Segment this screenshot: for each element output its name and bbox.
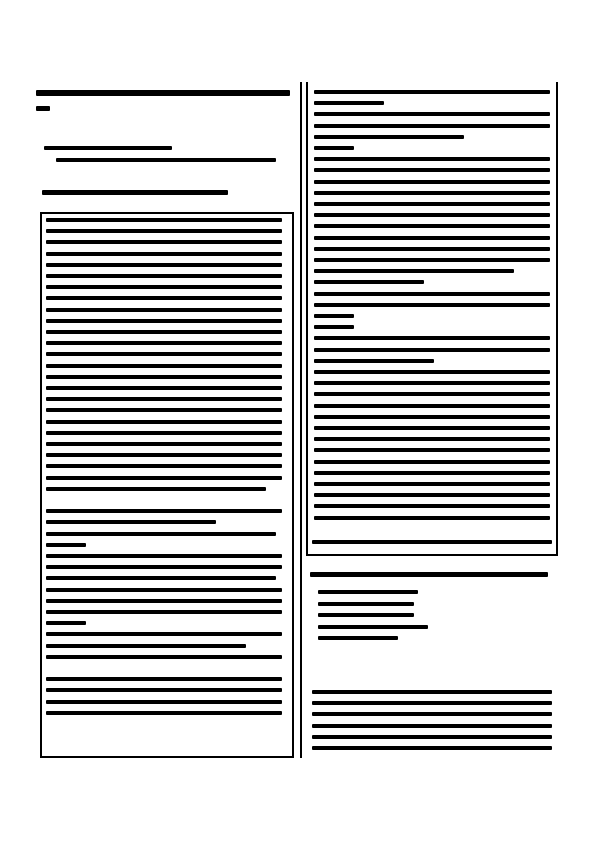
left-boxed-section: [40, 212, 294, 758]
text-line: [314, 236, 550, 240]
text-line: [314, 90, 550, 94]
text-line: [314, 146, 354, 150]
text-line: [46, 565, 282, 569]
text-line: [46, 375, 282, 379]
text-line: [46, 476, 282, 480]
text-line: [46, 431, 282, 435]
text-line: [314, 392, 550, 396]
text-line: [312, 701, 552, 705]
text-line: [314, 325, 354, 329]
text-line: [314, 135, 464, 139]
text-line: [314, 124, 550, 128]
text-line: [46, 644, 246, 648]
text-line: [314, 303, 550, 307]
text-line: [314, 191, 550, 195]
text-line: [46, 543, 86, 547]
text-line: [46, 700, 282, 704]
text-line: [314, 180, 550, 184]
text-line: [312, 724, 552, 728]
text-line: [46, 319, 282, 323]
list-item: [318, 590, 418, 594]
text-line: [46, 218, 282, 222]
text-line: [46, 397, 282, 401]
text-line: [46, 610, 282, 614]
column-divider: [300, 82, 302, 758]
text-line: [46, 240, 282, 244]
text-line: [314, 460, 550, 464]
text-line: [314, 415, 550, 419]
text-line: [314, 168, 550, 172]
text-line: [314, 437, 550, 441]
text-line: [46, 442, 282, 446]
text-line: [314, 202, 550, 206]
text-line: [46, 688, 282, 692]
text-line: [312, 746, 552, 750]
text-line: [314, 448, 550, 452]
text-line: [46, 621, 86, 625]
text-line: [46, 274, 282, 278]
text-line: [46, 632, 282, 636]
text-line: [314, 314, 354, 318]
text-line: [46, 408, 282, 412]
text-line: [46, 464, 282, 468]
text-line: [46, 252, 282, 256]
text-line: [46, 677, 282, 681]
text-line: [46, 330, 282, 334]
text-line: [46, 420, 282, 424]
list-item: [318, 602, 414, 606]
text-line: [314, 258, 550, 262]
text-line: [314, 224, 550, 228]
text-line: [46, 386, 282, 390]
text-line: [46, 285, 282, 289]
text-line: [314, 247, 550, 251]
text-line: [46, 554, 282, 558]
text-line: [312, 690, 552, 694]
text-line: [314, 482, 550, 486]
text-line: [46, 487, 266, 491]
text-line: [46, 453, 282, 457]
text-line: [46, 296, 282, 300]
text-line: [312, 712, 552, 716]
text-line: [46, 352, 282, 356]
text-line: [46, 263, 282, 267]
text-line: [46, 599, 282, 603]
text-line: [46, 655, 282, 659]
text-line: [314, 101, 384, 105]
text-line: [314, 359, 434, 363]
text-line: [314, 426, 550, 430]
list-item: [318, 613, 414, 617]
list-item: [318, 636, 398, 640]
text-line: [314, 370, 550, 374]
text-line: [314, 516, 550, 520]
text-line: [314, 112, 550, 116]
text-line: [314, 157, 550, 161]
text-line: [314, 471, 550, 475]
text-line: [46, 509, 282, 513]
text-line: [314, 280, 424, 284]
text-line: [46, 308, 282, 312]
text-line: [46, 364, 282, 368]
text-line: [46, 711, 282, 715]
text-line: [314, 336, 550, 340]
text-line: [312, 735, 552, 739]
text-line: [46, 576, 276, 580]
text-line: [314, 504, 550, 508]
text-line: [46, 532, 276, 536]
text-line: [314, 269, 514, 273]
text-line: [46, 520, 216, 524]
text-line: [314, 292, 550, 296]
text-line: [314, 381, 550, 385]
text-line: [46, 588, 282, 592]
text-line: [46, 341, 282, 345]
list-item: [318, 625, 428, 629]
text-line: [314, 404, 550, 408]
text-line: [314, 493, 550, 497]
text-line: [314, 213, 550, 217]
text-line: [46, 229, 282, 233]
text-line: [314, 348, 550, 352]
